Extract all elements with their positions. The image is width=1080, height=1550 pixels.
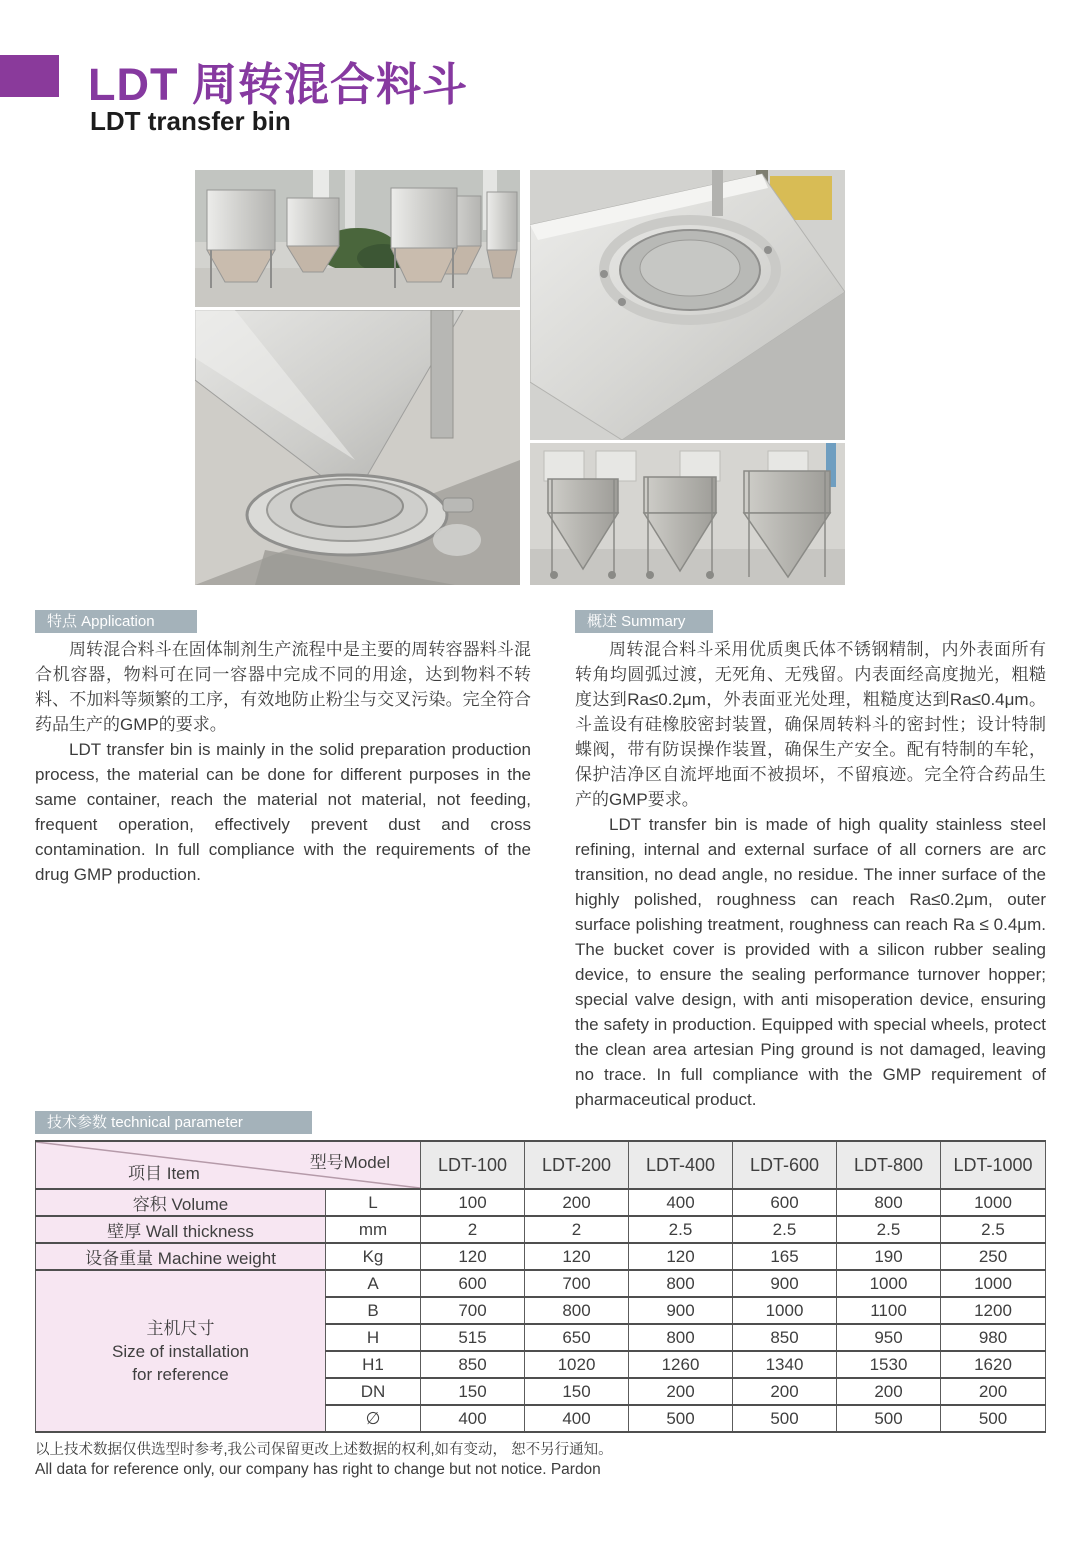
cell-value: 120 bbox=[629, 1243, 733, 1270]
row-label: 容积 Volume bbox=[36, 1189, 326, 1216]
footer-note-zh: 以上技术数据仅供选型时参考,我公司保留更改上述数据的权利,如有变动， 恕不另行通知。 bbox=[35, 1442, 613, 1458]
cell-value: 800 bbox=[525, 1297, 629, 1324]
photo-bins-workshop bbox=[530, 443, 845, 585]
cell-value: 600 bbox=[421, 1270, 525, 1297]
row-unit: L bbox=[326, 1189, 421, 1216]
table-row bbox=[36, 1189, 1046, 1216]
cell-value: 200 bbox=[525, 1189, 629, 1216]
model-column-header: LDT-200 bbox=[525, 1141, 629, 1189]
cell-value: 1000 bbox=[941, 1189, 1046, 1216]
model-column-header: LDT-1000 bbox=[941, 1141, 1046, 1189]
row-unit: H bbox=[326, 1324, 421, 1351]
cell-value: 1100 bbox=[837, 1297, 941, 1324]
cell-value: 165 bbox=[733, 1243, 837, 1270]
page-subtitle: LDT transfer bin bbox=[90, 106, 291, 136]
cell-value: 500 bbox=[629, 1405, 733, 1432]
row-unit: A bbox=[326, 1270, 421, 1297]
page-title: LDT 周转混合料斗 bbox=[88, 59, 468, 110]
cell-value: 1000 bbox=[941, 1270, 1046, 1297]
cell-value: 600 bbox=[733, 1189, 837, 1216]
summary-section-header: 概述 Summary bbox=[575, 610, 713, 633]
row-unit: B bbox=[326, 1297, 421, 1324]
row-unit: mm bbox=[326, 1216, 421, 1243]
row-unit: Kg bbox=[326, 1243, 421, 1270]
purple-accent-block bbox=[0, 55, 59, 97]
cell-value: 2.5 bbox=[837, 1216, 941, 1243]
cell-value: 900 bbox=[629, 1297, 733, 1324]
cell-value: 2.5 bbox=[941, 1216, 1046, 1243]
cell-value: 800 bbox=[837, 1189, 941, 1216]
cell-value: 2 bbox=[421, 1216, 525, 1243]
cell-value: 850 bbox=[421, 1351, 525, 1378]
cell-value: 515 bbox=[421, 1324, 525, 1351]
cell-value: 200 bbox=[629, 1378, 733, 1405]
row-unit: DN bbox=[326, 1378, 421, 1405]
cell-value: 400 bbox=[421, 1405, 525, 1432]
cell-value: 150 bbox=[525, 1378, 629, 1405]
cell-value: 700 bbox=[525, 1270, 629, 1297]
cell-value: 190 bbox=[837, 1243, 941, 1270]
cell-value: 2.5 bbox=[629, 1216, 733, 1243]
cell-value: 1200 bbox=[941, 1297, 1046, 1324]
cell-value: 120 bbox=[421, 1243, 525, 1270]
cell-value: 250 bbox=[941, 1243, 1046, 1270]
corner-model-label: 型号Model bbox=[309, 1153, 390, 1172]
summary-text-column bbox=[575, 637, 1046, 1112]
table-row bbox=[36, 1216, 1046, 1243]
application-section-header: 特点 Application bbox=[35, 610, 197, 633]
photo-discharge-valve-closeup bbox=[195, 310, 520, 585]
cell-value: 1340 bbox=[733, 1351, 837, 1378]
cell-value: 1260 bbox=[629, 1351, 733, 1378]
cell-value: 2.5 bbox=[733, 1216, 837, 1243]
cell-value: 200 bbox=[733, 1378, 837, 1405]
cell-value: 850 bbox=[733, 1324, 837, 1351]
cell-value: 900 bbox=[733, 1270, 837, 1297]
model-column-header: LDT-100 bbox=[421, 1141, 525, 1189]
row-label: 壁厚 Wall thickness bbox=[36, 1216, 326, 1243]
cell-value: 1000 bbox=[837, 1270, 941, 1297]
cell-value: 2 bbox=[525, 1216, 629, 1243]
cell-value: 1620 bbox=[941, 1351, 1046, 1378]
photo-bin-lid-top bbox=[530, 170, 845, 440]
table-corner-cell bbox=[36, 1141, 421, 1189]
cell-value: 950 bbox=[837, 1324, 941, 1351]
cell-value: 120 bbox=[525, 1243, 629, 1270]
cell-value: 100 bbox=[421, 1189, 525, 1216]
application-paragraph-en: LDT transfer bin is mainly in the solid preparation production process, the material can be done for different purposes in the same container, reach the material not material, not feeding, frequent operation, effectively prevent dust and cross contamination. In full compliance with the requirements of the drug GMP production. bbox=[35, 740, 531, 884]
cell-value: 1020 bbox=[525, 1351, 629, 1378]
cell-value: 500 bbox=[837, 1405, 941, 1432]
cell-value: 200 bbox=[941, 1378, 1046, 1405]
cell-value: 500 bbox=[733, 1405, 837, 1432]
technical-parameter-header: 技术参数 technical parameter bbox=[35, 1111, 312, 1134]
cell-value: 650 bbox=[525, 1324, 629, 1351]
table-row bbox=[36, 1243, 1046, 1270]
cell-value: 800 bbox=[629, 1324, 733, 1351]
model-column-header: LDT-400 bbox=[629, 1141, 733, 1189]
cell-value: 980 bbox=[941, 1324, 1046, 1351]
summary-paragraph-zh: 周转混合料斗采用优质奥氏体不锈钢精制，内外表面所有转角均圆弧过渡，无死角、无残留。内表面经高度抛光，粗糙度达到Ra≤0.2μm，外表面亚光处理，粗糙度达到Ra≤0.4μm。斗盖设有硅橡胶密封装置，确保周转料斗的密封性；设计特制蝶阀，带有防误操作装置，确保生产安全。配有特制的车轮，保护洁净区自流坪地面不被损坏，不留痕迹。完全符合药品生产的GMP要求。 bbox=[575, 640, 1046, 809]
cell-value: 1530 bbox=[837, 1351, 941, 1378]
size-group-label: 主机尺寸 Size of installation for reference bbox=[36, 1270, 326, 1432]
cell-value: 150 bbox=[421, 1378, 525, 1405]
photo-bins-outdoor bbox=[195, 170, 520, 307]
row-label: 设备重量 Machine weight bbox=[36, 1243, 326, 1270]
cell-value: 500 bbox=[941, 1405, 1046, 1432]
application-paragraph-zh: 周转混合料斗在固体制剂生产流程中是主要的周转容器料斗混合机容器，物料可在同一容器中完成不同的用途，达到物料不转料、不加料等频繁的工序，有效地防止粉尘与交叉污染。完全符合药品生产的GMP的要求。 bbox=[35, 640, 531, 734]
row-unit: H1 bbox=[326, 1351, 421, 1378]
cell-value: 400 bbox=[525, 1405, 629, 1432]
model-column-header: LDT-800 bbox=[837, 1141, 941, 1189]
technical-parameter-table bbox=[35, 1140, 1046, 1433]
cell-value: 800 bbox=[629, 1270, 733, 1297]
model-column-header: LDT-600 bbox=[733, 1141, 837, 1189]
cell-value: 400 bbox=[629, 1189, 733, 1216]
table-row bbox=[36, 1270, 1046, 1297]
photo-bins-workshop-image bbox=[530, 443, 845, 585]
photo-bin-lid-image bbox=[530, 170, 845, 440]
cell-value: 700 bbox=[421, 1297, 525, 1324]
cell-value: 1000 bbox=[733, 1297, 837, 1324]
photo-discharge-valve-image bbox=[195, 310, 520, 585]
application-text-column bbox=[35, 637, 531, 887]
footer-note bbox=[35, 1441, 613, 1479]
photo-bins-outdoor-image bbox=[195, 170, 520, 307]
row-unit: ∅ bbox=[326, 1405, 421, 1432]
summary-paragraph-en: LDT transfer bin is made of high quality stainless steel refining, internal and external surface of all corners are arc transition, no dead angle, no residue. The inner surface of the highly polished, roughness can reach Ra≤0.2μm, outer surface polishing treatment, roughness can reach Ra ≤ 0.4μm. The bucket cover is provided with a silicon rubber sealing device, to ensure the sealing performance turnover hopper; special valve design, with anti misoperation device, ensuring the safety in production. Equipped with special wheels, protect the clean area artesian Ping ground is not damaged, leaving no trace. In full compliance with the GMP requirement of pharmaceutical product. bbox=[575, 815, 1046, 1109]
corner-item-label: 项目 Item bbox=[128, 1164, 200, 1183]
cell-value: 200 bbox=[837, 1378, 941, 1405]
footer-note-en: All data for reference only, our company has right to change but not notice. Pardon bbox=[35, 1461, 601, 1478]
